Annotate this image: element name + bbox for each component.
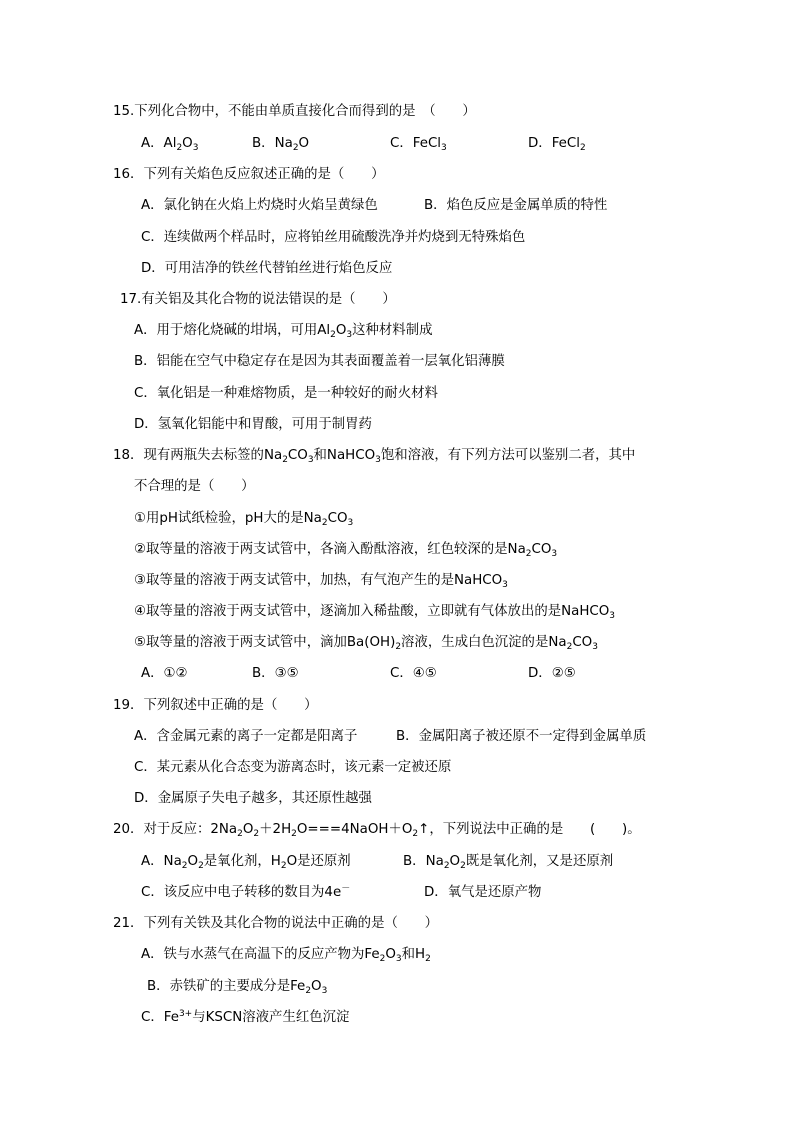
q15-stem-text: 下列化合物中，不能由单质直接化合而得到的是 （ ） — [134, 104, 476, 119]
q19-stem-text: 下列叙述中正确的是（ ） — [143, 698, 318, 713]
q15-stem — [113, 103, 476, 121]
q15-option-d: D．FeCl$_2$ — [528, 136, 586, 153]
q18-item-3: ③取等量的溶液于两支试管中，加热，有气泡产生的是NaHCO$_3$ — [134, 573, 508, 590]
q19-number: 19． — [113, 698, 144, 713]
q17-stem — [120, 291, 396, 309]
q15-option-c: C．FeCl$_3$ — [390, 136, 447, 153]
q19-option-a: A．含金属元素的离子一定都是阳离子 — [134, 729, 358, 744]
q17-stem-text: 有关铝及其化合物的说法错误的是（ ） — [141, 292, 396, 307]
q20-option-c: C．该反应中电子转移的数目为4e－ — [141, 884, 351, 900]
q18-stem — [113, 447, 635, 465]
q16-option-c: C．连续做两个样品时，应将铂丝用硫酸洗净并灼烧到无特殊焰色 — [141, 230, 526, 245]
q20-stem — [113, 821, 641, 839]
q16-option-d: D．可用洁净的铁丝代替铂丝进行焰色反应 — [141, 261, 393, 276]
q18-item-1: ①用pH试纸检验，pH大的是$Na_2CO_3$ — [134, 511, 354, 528]
q17-option-b: B．铝能在空气中稳定存在是因为其表面覆盖着一层氧化铝薄膜 — [134, 354, 505, 369]
q19-stem — [113, 697, 318, 715]
q19-option-d: D．金属原子失电子越多，其还原性越强 — [134, 791, 372, 806]
q18-stem-continued: 不合理的是（ ） — [134, 479, 255, 494]
q16-option-b: B．焰色反应是金属单质的特性 — [424, 198, 608, 213]
q21-stem — [113, 915, 438, 933]
q19-option-c: C．某元素从化合态变为游离态时，该元素一定被还原 — [134, 760, 452, 775]
q17-option-c: C．氧化铝是一种难熔物质，是一种较好的耐火材料 — [134, 386, 438, 401]
q20-option-b: B．$Na_2O_2$既是氧化剂，又是还原剂 — [403, 854, 614, 871]
q15-option-b: B．$Na_2O$ — [252, 136, 310, 153]
q16-number: 16． — [113, 167, 144, 182]
q17-option-d: D．氢氧化铝能中和胃酸，可用于制胃药 — [134, 417, 372, 432]
q19-option-b: B．金属阳离子被还原不一定得到金属单质 — [396, 729, 647, 744]
q15-number: 15. — [113, 104, 135, 119]
q18-item-2: ②取等量的溶液于两支试管中，各滴入酚酞溶液，红色较深的是$Na_2CO_3$ — [134, 542, 558, 559]
q18-item-5: ⑤取等量的溶液于两支试管中，滴加$Ba(OH)_2$溶液，生成白色沉淀的是$Na_2CO_3$ — [134, 635, 598, 652]
q18-number: 18． — [113, 448, 144, 463]
q18-option-a: A．①② — [141, 666, 188, 681]
q16-stem-text: 下列有关焰色反应叙述正确的是（ ） — [143, 167, 385, 182]
q21-option-c: C．$Fe^{3+}$与KSCN溶液产生红色沉淀 — [141, 1009, 350, 1025]
q21-option-b: B．赤铁矿的主要成分是$Fe_2O_3$ — [147, 979, 328, 996]
q18-option-c: C．④⑤ — [390, 666, 437, 681]
q17-option-a: A．用于熔化烧碱的坩埚，可用$Al_2O_3$这种材料制成 — [134, 323, 433, 340]
q21-number: 21． — [113, 916, 144, 931]
q20-number: 20． — [113, 822, 144, 837]
q18-stem-text: 现有两瓶失去标签的$Na_2CO_3$和NaHCO$_3$饱和溶液，有下列方法可以鉴别二者，其中 — [143, 448, 636, 465]
q21-option-a: A．铁与水蒸气在高温下的反应产物为$Fe_2O_3$和$H_2$ — [141, 947, 431, 964]
q15-option-a: A．$Al_2O_3$ — [141, 136, 199, 153]
q20-option-d: D．氧气是还原产物 — [424, 885, 542, 900]
q20-stem-text: 对于反应：$2Na_2O_2+2H_2O===4NaOH+O_2↑$，下列说法中正确的是 ( )。 — [143, 822, 641, 839]
q16-option-a: A．氯化钠在火焰上灼烧时火焰呈黄绿色 — [141, 198, 378, 213]
q18-item-4: ④取等量的溶液于两支试管中，逐滴加入稀盐酸，立即就有气体放出的是NaHCO$_3$ — [134, 604, 616, 621]
q18-option-d: D．②⑤ — [528, 666, 576, 681]
q16-stem — [113, 166, 384, 184]
q20-option-a: A．$Na_2O_2$是氧化剂，$H_2O$是还原剂 — [141, 854, 351, 871]
q21-stem-text: 下列有关铁及其化合物的说法中正确的是（ ） — [143, 916, 439, 931]
q18-option-b: B．③⑤ — [252, 666, 299, 681]
q17-number: 17. — [120, 292, 142, 307]
